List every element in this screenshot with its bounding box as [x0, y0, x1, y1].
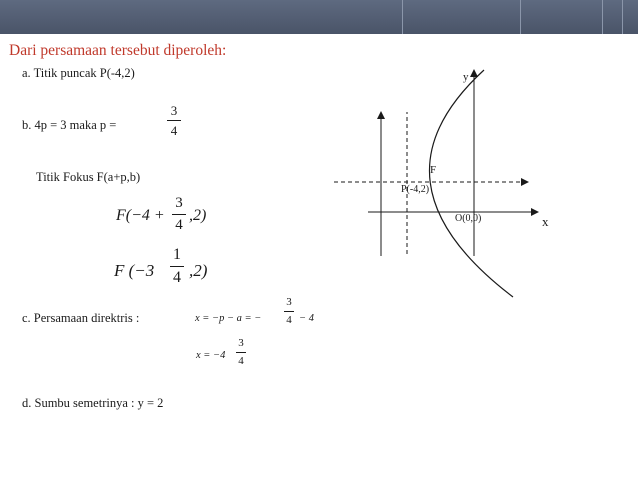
directrix-eq2-numerator: 3 [238, 337, 244, 349]
vertex-label: P(-4,2) [401, 184, 430, 195]
focus-equation-2-prefix: F (−3 [114, 261, 155, 280]
item-d-symmetry-axis: d. Sumbu semetrinya : y = 2 [22, 396, 164, 410]
parabola-curve [429, 70, 513, 297]
directrix-eq2-denominator: 4 [238, 355, 244, 367]
item-b-text: b. 4p = 3 maka p = [22, 118, 117, 132]
focus-eq2-numerator: 1 [173, 246, 181, 263]
directrix-equation-1-suffix: − 4 [299, 313, 314, 324]
slide-title: Dari persamaan tersebut diperoleh: [9, 42, 227, 59]
focus-label: Titik Fokus F(a+p,b) [36, 170, 141, 184]
x-axis-label: x [542, 214, 549, 229]
origin-label: O(0,0) [455, 213, 482, 224]
item-c-text: c. Persamaan direktris : [22, 311, 140, 325]
focus-eq1-numerator: 3 [175, 195, 183, 211]
focus-equation-1-suffix: ,2) [189, 207, 207, 224]
directrix-eq1-denominator: 4 [286, 314, 292, 326]
focus-equation-2-suffix: ,2) [189, 261, 208, 280]
focus-eq2-denominator: 4 [173, 269, 181, 286]
focus-eq1-denominator: 4 [175, 217, 183, 233]
directrix-eq1-numerator: 3 [286, 296, 292, 308]
y-axis-label: y [463, 71, 469, 83]
p-numerator: 3 [170, 103, 178, 118]
p-denominator: 4 [170, 123, 178, 138]
directrix-equation-2-lhs: x = −4 [196, 350, 226, 361]
focus-point-label: F [430, 164, 437, 176]
focus-equation-1-prefix: F(−4 + [116, 207, 165, 224]
item-a-vertex: a. Titik puncak P(-4,2) [22, 66, 135, 80]
directrix-equation-1-lhs: x = −p − a = − [195, 313, 262, 324]
